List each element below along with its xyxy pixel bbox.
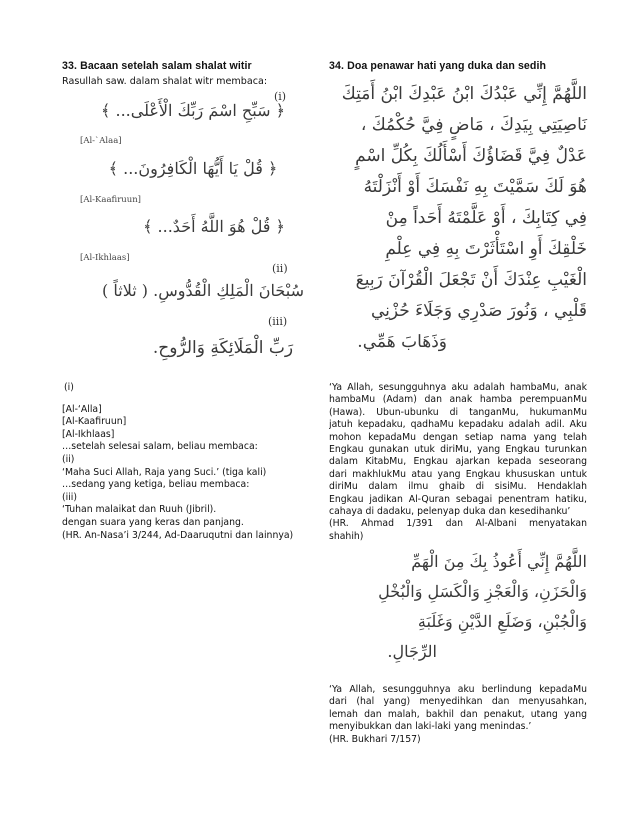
translation-line: hambaMu (Adam) dan anak hamba perempuanMu [329,394,587,406]
translation-line: (Hawa). Ubun-ubunku di tanganMu, hukumanMu [329,406,587,418]
text-line: [Al-Ikhlaas] [62,428,115,440]
arabic-al-kaafiruun: ﴿ قُلْ يَا أَيُّهَا الْكَافِرُونَ... ﴾ [108,159,278,178]
dua-1-line: الْغَيْبِ عِنْدَكَ أَنْ تَجْعَلَ الْقُرْآنَ رَبِيعَ [355,270,587,290]
translation-line: jatuh kepadaku, qadhaMu kepadaku adalah adil. Aku [329,419,587,431]
text-line: (i) [64,382,74,393]
dua-1-line: قَلْبِي ، وَنُورَ صَدْرِي وَجَلَاءَ حُزْنِي [370,301,587,321]
translation-line: ‘Ya Allah, sesungguhnya aku adalah hambaMu, anak [329,382,587,393]
translation-2 [329,684,587,746]
marker-iii: (iii) [268,315,288,328]
translation-line: (HR. Ahmad 1/391 dan Al-Albani menyatakan [329,518,587,530]
text-line: [Al-‘Alla] [62,403,102,415]
dua-2-line: وَالْحَزَنِ، وَالْعَجْزِ وَالْكَسَلِ وَالْبُخْلِ [378,582,587,601]
arabic-rabbil: رَبِّ الْمَلَائِكَةِ وَالرُّوحِ. [152,338,294,358]
translation-line: diriMu dalam ilmu ghaib di sisiMu. Hendaklah [329,481,587,493]
translation-line: mohon kepadaMu dengan setiap nama yang telah [329,431,587,443]
dua-1-line: عَدْلٌ فِيَّ قَضَاؤُكَ أَسْأَلُكَ بِكُلِّ اسْمٍ [355,146,587,166]
marker-ii: (ii) [272,262,288,275]
translation-line: cahaya di dadaku, pelenyap duka dan kesedihanku’ [329,506,571,518]
translation-line: (HR. Bukhari 7/157) [329,733,421,745]
dua-2-line: الرِّجَالِ. [387,642,437,661]
ref-al-kaafiruun: [Al-Kaafiruun] [80,195,142,205]
ref-al-ikhlaas: [Al-Ikhlaas] [80,253,130,263]
dua-1-line: وَذَهَابَ هَمِّي. [357,332,447,352]
translation-line: Engkau jadikan Al-Quran sebagai penentram hatiku, [329,493,587,505]
arabic-subhana: سُبْحَانَ الْمَلِكِ الْقُدُّوسِ. ( ثلاثاً ) [102,281,304,300]
translation-line: menyibukkan dan laki-laki yang menindas.’ [329,721,532,733]
text-line: dengan suara yang keras dan panjang. [62,516,244,528]
section-33-heading: 33. Bacaan setelah salam shalat witir [62,60,252,72]
dua-1-line: خَلْقِكَ أَوِ اسْتَأْثَرْتَ بِهِ فِي عِلْمِ [385,239,587,259]
section-34-heading: 34. Doa penawar hati yang duka dan sedih [329,60,547,72]
dua-1-arabic [329,84,587,374]
ref-al-alaa: [Al-`Alaa] [80,136,122,146]
translation-line: ‘Ya Allah, sesungguhnya aku berlindung kepadaMu [329,684,587,695]
text-line [62,395,310,404]
text-line: (HR. An-Nasa’i 3/244, Ad-Daaruqutni dan lainnya) [62,529,294,541]
translation-line: shahih) [329,530,364,542]
marker-i: (i) [274,90,287,103]
dua-1-line: نَاصِيَتِي بِيَدِكَ ، مَاضٍ فِيَّ حُكْمُكَ ، [360,115,587,135]
translation-line: lemah dan malah, bakhil dan penakut, utang yang [329,708,587,720]
text-line: (ii) [62,453,75,465]
translation-line: dari (hal yang) menyedihkan dan menyusahkan, [329,696,587,708]
arabic-al-ikhlaas: ﴿ قُلْ هُوَ اللَّهُ أَحَدٌ... ﴾ [143,217,285,236]
translation-line: dalam KitabMu, Engkau ajarkan kepada seseorang [329,456,587,468]
text-line: …sedang yang ketiga, beliau membaca: [62,479,250,491]
dua-2-arabic [329,552,587,672]
text-line: [Al-Kaafiruun] [62,416,127,428]
translation-line: Engkau gunakan utuk diriMu, yang Engkau turunkan [329,444,587,456]
dua-2-line: وَالْجُبْنِ، وَضَلَعِ الدَّيْنِ وَغَلَبَةِ [417,612,587,631]
text-line: …setelah selesai salam, beliau membaca: [62,441,258,453]
section-33-intro: Rasullah saw. dalam shalat witr membaca: [62,76,268,87]
section-33-text [62,382,310,542]
dua-1-line: فِي كِتَابِكَ ، أَوْ عَلَّمْتَهُ أَحَداً مِنْ [385,208,587,228]
text-line: (iii) [62,491,78,503]
dua-2-line: اللَّهُمَّ إِنِّي أَعُوذُ بِكَ مِنَ الْهَمِّ [411,552,587,571]
translation-line: dari makhlukMu atau yang Engkau khususkan untuk [329,468,587,480]
dua-1-line: اللَّهُمَّ إِنِّي عَبْدُكَ ابْنُ عَبْدِكَ ابْنُ أَمَتِكَ [341,84,587,104]
text-line: ‘Tuhan malaikat dan Ruuh (Jibril). [62,504,217,516]
text-line: ‘Maha Suci Allah, Raja yang Suci.’ (tiga kali) [62,466,267,478]
dua-1-line: هُوَ لَكَ سَمَّيْتَ بِهِ نَفْسَكَ أَوْ أَنْزَلْتَهُ [363,177,587,197]
translation-1 [329,382,587,543]
arabic-al-alaa: ﴿ سَبِّحِ اسْمَ رَبِّكَ الْأَعْلَى... ﴾ [101,101,285,120]
